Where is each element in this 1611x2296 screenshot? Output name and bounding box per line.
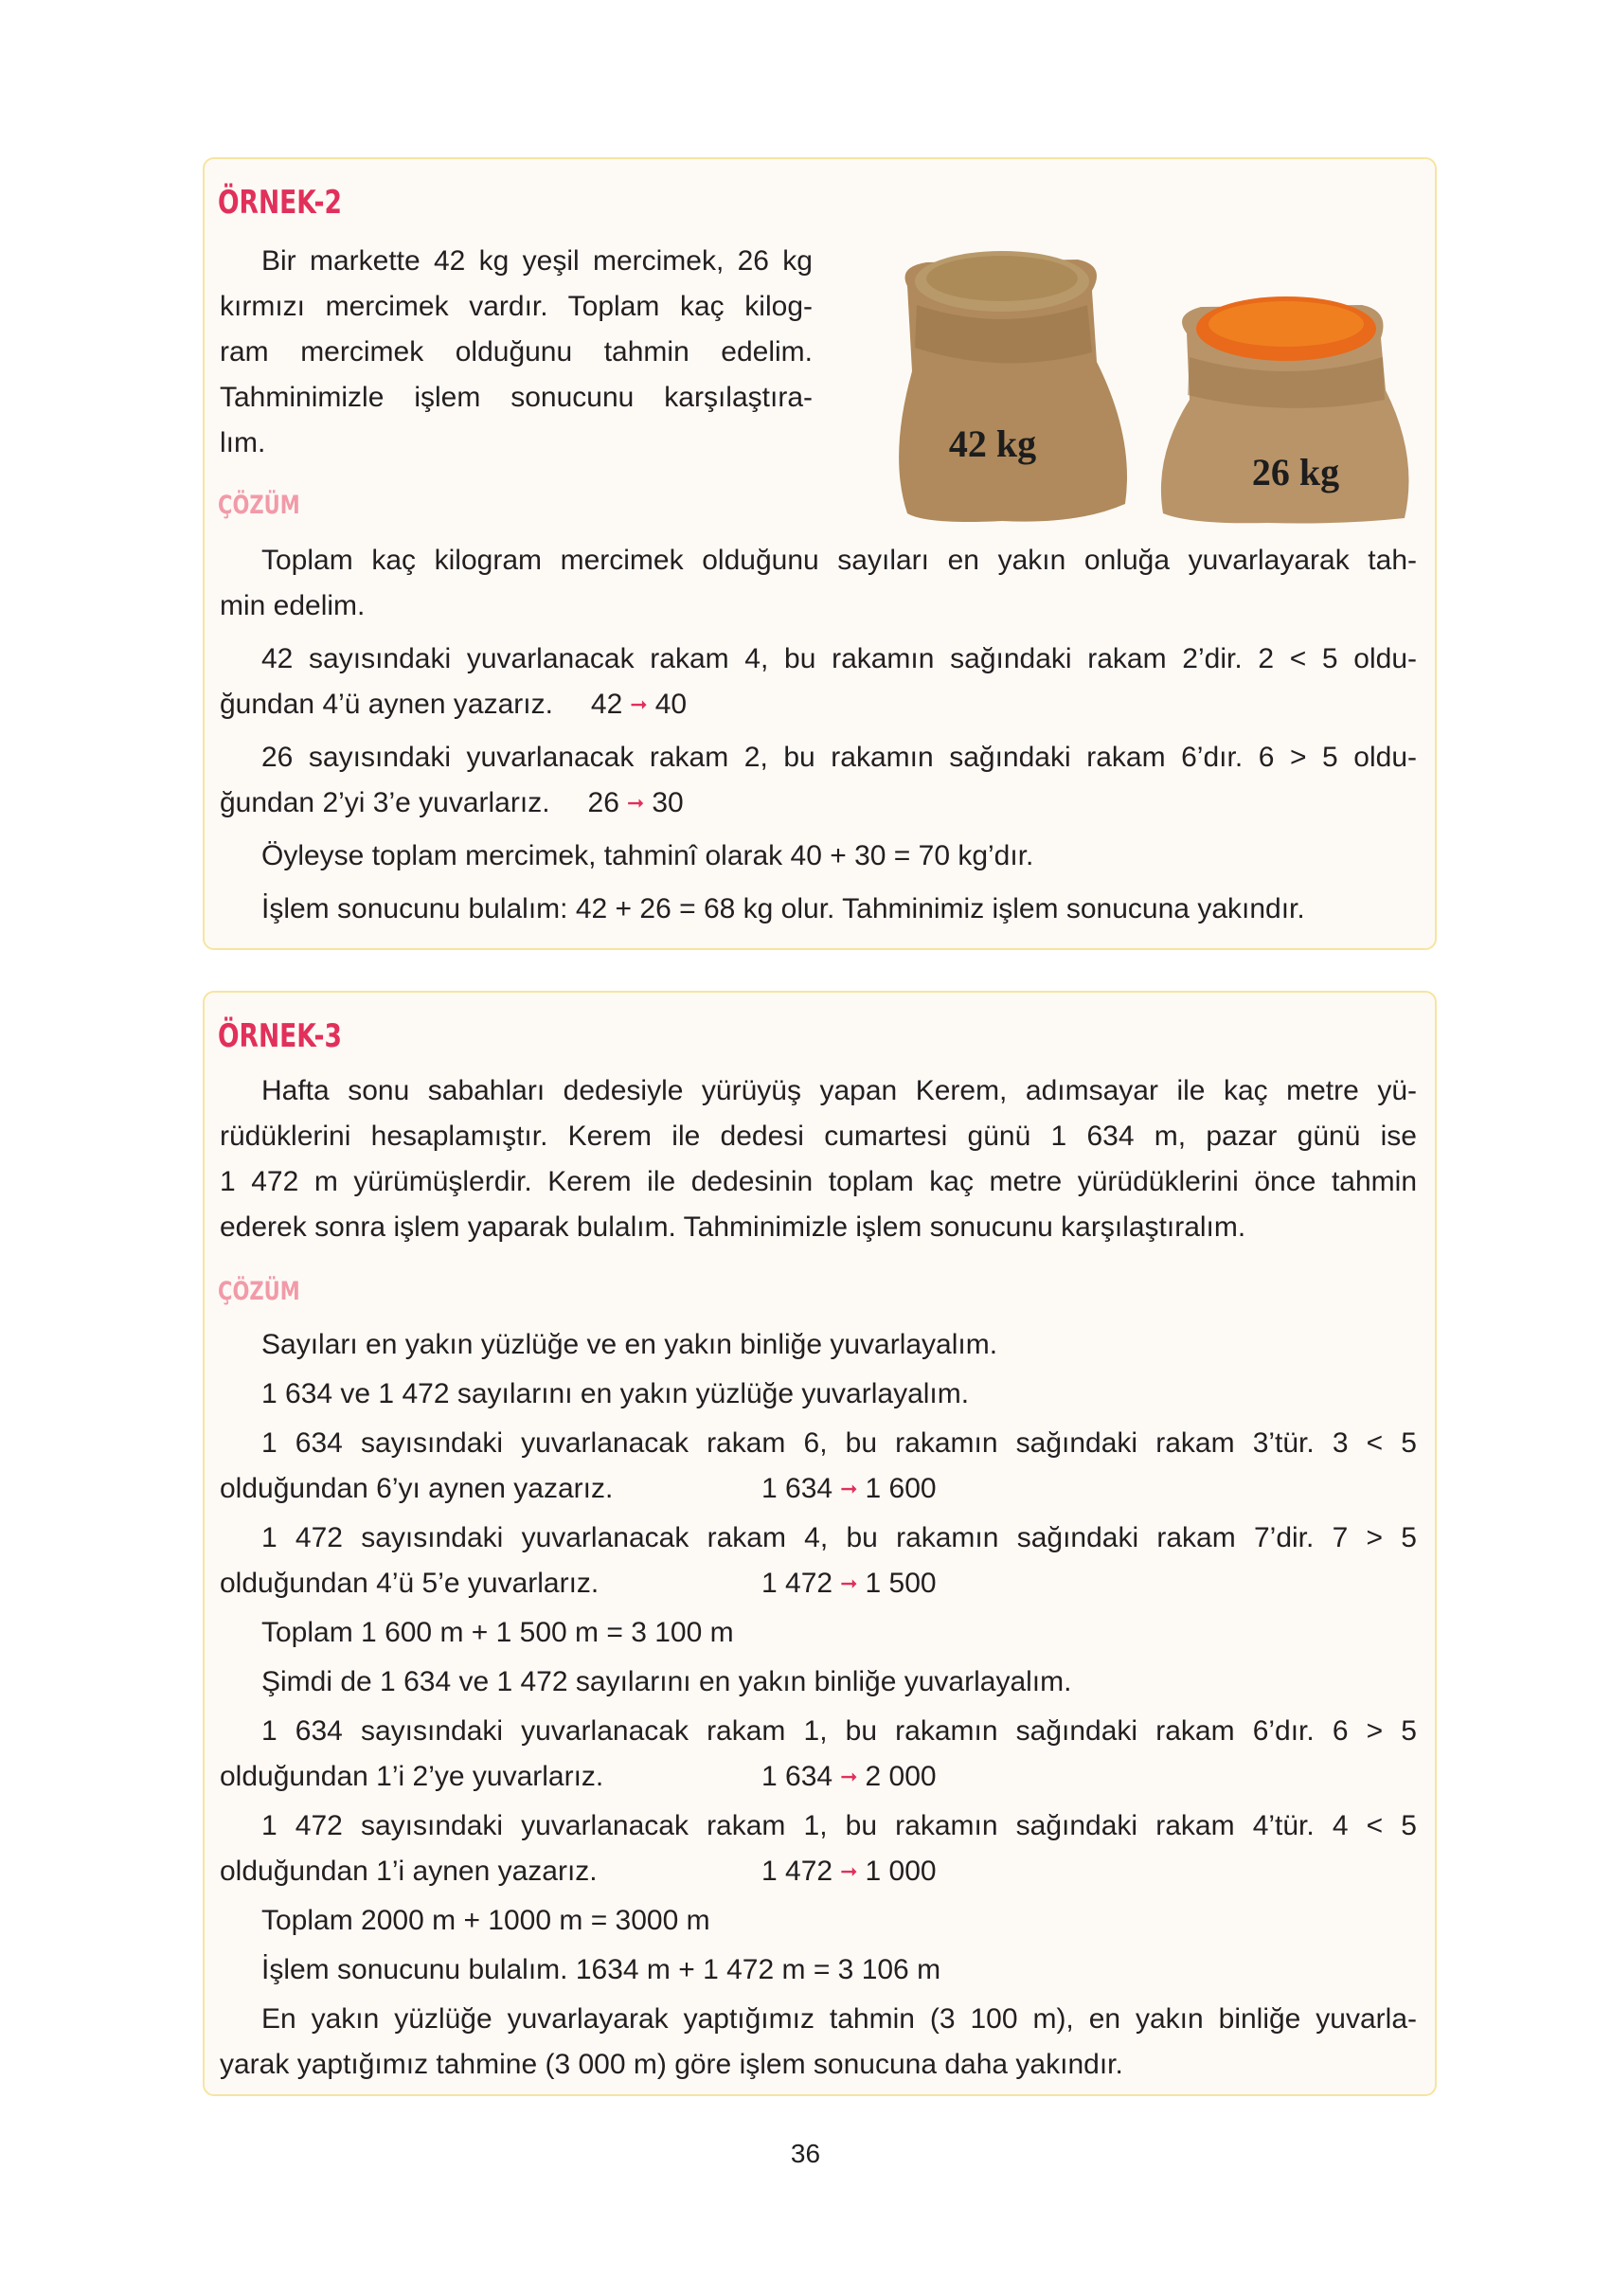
example-3-problem <box>220 1068 1417 1254</box>
line-text: olduğundan 1’i aynen yazarız. <box>220 1856 598 1887</box>
line-text: ğundan 2’yi 3’e yuvarlarız. <box>220 787 550 818</box>
text-line <box>220 1754 1417 1800</box>
arrow-right-icon: ➞ <box>630 692 648 716</box>
rounding-to: 30 <box>652 787 684 818</box>
text-line: Tahminimizle işlem sonucunu karşılaştıra- <box>220 382 813 413</box>
text-line: Şimdi de 1 634 ve 1 472 sayılarını en yakın binliğe yuvarlayalım. <box>261 1666 1072 1697</box>
rounding-result <box>591 682 687 727</box>
text-line: min edelim. <box>220 590 366 621</box>
rounding-from: 42 <box>590 689 623 720</box>
paragraph <box>220 735 1417 826</box>
text-line: yarak yaptığımız tahmine (3 000 m) göre işlem sonucuna daha yakındır. <box>220 2049 1123 2080</box>
paragraph <box>220 1898 1417 1944</box>
text-line: 1 472 sayısındaki yuvarlanacak rakam 1, bu rakamın sağındaki rakam 4’tür. 4 < 5 <box>261 1810 1417 1841</box>
paragraph <box>220 1421 1417 1512</box>
paragraph <box>220 538 1417 629</box>
rounding-from: 1 634 <box>761 1761 833 1792</box>
rounding-to: 1 000 <box>865 1856 937 1887</box>
paragraph <box>220 1610 1417 1656</box>
rounding-result <box>761 1561 937 1606</box>
text-line: İşlem sonucunu bulalım. 1634 m + 1 472 m = 3 106 m <box>261 1954 941 1985</box>
example-3-solution-label: ÇÖZÜM <box>218 1277 300 1306</box>
text-line: 1 472 m yürümüşlerdir. Kerem ile dedesinin toplam kaç metre yürüdüklerini önce tahmin <box>220 1166 1417 1197</box>
paragraph <box>220 887 1417 932</box>
paragraph <box>220 1659 1417 1705</box>
rounding-from: 1 634 <box>761 1473 833 1504</box>
example-2-solution-label: ÇÖZÜM <box>218 491 300 520</box>
paragraph <box>220 1803 1417 1894</box>
arrow-right-icon: ➞ <box>840 1765 858 1788</box>
rounding-to: 40 <box>654 689 688 720</box>
lentil-sacks-image <box>888 248 1419 525</box>
rounding-to: 2 000 <box>865 1761 937 1792</box>
paragraph <box>220 1322 1417 1368</box>
example-2-box <box>203 157 1437 950</box>
paragraph <box>220 1068 1417 1250</box>
rounding-result <box>588 780 684 826</box>
example-3-box <box>203 991 1437 2096</box>
line-text: ğundan 4’ü aynen yazarız. <box>220 689 553 720</box>
green-lentil-sack <box>899 251 1127 522</box>
text-line: 1 634 sayısındaki yuvarlanacak rakam 6, bu rakamın sağındaki rakam 3’tür. 3 < 5 <box>261 1427 1417 1459</box>
text-line: Öyleyse toplam mercimek, tahminî olarak 40 + 30 = 70 kg’dır. <box>261 840 1034 871</box>
text-line: Toplam 1 600 m + 1 500 m = 3 100 m <box>261 1617 734 1648</box>
text-line: ederek sonra işlem yaparak bulalım. Tahminimizle işlem sonucunu karşılaştıralım. <box>220 1211 1246 1243</box>
text-line: rüdüklerini hesaplamıştır. Kerem ile dedesi cumartesi günü 1 634 m, pazar günü ise <box>220 1121 1417 1152</box>
paragraph <box>220 1372 1417 1417</box>
arrow-right-icon: ➞ <box>840 1571 858 1595</box>
text-line: En yakın yüzlüğe yuvarlayarak yaptığımız tahmin (3 100 m), en yakın binliğe yuvarla- <box>261 2003 1417 2035</box>
rounding-result <box>761 1849 937 1894</box>
rounding-from: 1 472 <box>761 1568 833 1599</box>
rounding-from: 26 <box>587 787 619 818</box>
paragraph <box>220 637 1417 727</box>
rounding-from: 1 472 <box>761 1856 833 1887</box>
text-line: kırmızı mercimek vardır. Toplam kaç kilog- <box>220 291 813 322</box>
text-line <box>220 682 1417 727</box>
text-line: Toplam 2000 m + 1000 m = 3000 m <box>261 1905 710 1936</box>
example-3-title: ÖRNEK-3 <box>218 1017 342 1055</box>
example-3-solution <box>220 1322 1417 2091</box>
arrow-right-icon: ➞ <box>626 791 645 815</box>
text-line: ram mercimek olduğunu tahmin edelim. <box>220 336 813 368</box>
text-line: 1 634 ve 1 472 sayılarını en yakın yüzlüğe yuvarlayalım. <box>261 1378 970 1409</box>
text-line: 26 sayısındaki yuvarlanacak rakam 2, bu rakamın sağındaki rakam 6’dır. 6 > 5 oldu- <box>261 742 1417 773</box>
text-line <box>220 780 1417 826</box>
arrow-right-icon: ➞ <box>840 1477 858 1500</box>
rounding-to: 1 600 <box>865 1473 937 1504</box>
text-line: Sayıları en yakın yüzlüğe ve en yakın binliğe yuvarlayalım. <box>261 1329 998 1360</box>
green-sack-label: 42 kg <box>948 422 1037 465</box>
line-text: olduğundan 4’ü 5’e yuvarlarız. <box>220 1568 600 1599</box>
red-sack-label: 26 kg <box>1251 451 1340 493</box>
paragraph <box>220 1997 1417 2088</box>
text-line: Bir markette 42 kg yeşil mercimek, 26 kg <box>261 245 813 277</box>
example-2-problem <box>220 239 813 474</box>
text-line: 1 634 sayısındaki yuvarlanacak rakam 1, bu rakamın sağındaki rakam 6’dır. 6 > 5 <box>261 1715 1417 1747</box>
text-line: Hafta sonu sabahları dedesiyle yürüyüş yapan Kerem, adımsayar ile kaç metre yü- <box>261 1075 1417 1106</box>
text-line: Toplam kaç kilogram mercimek olduğunu sayıları en yakın onluğa yuvarlayarak tah- <box>261 545 1417 576</box>
rounding-to: 1 500 <box>865 1568 937 1599</box>
text-line: 1 472 sayısındaki yuvarlanacak rakam 4, bu rakamın sağındaki rakam 7’dir. 7 > 5 <box>261 1522 1417 1553</box>
paragraph <box>220 834 1417 879</box>
rounding-result <box>761 1754 937 1800</box>
arrow-right-icon: ➞ <box>840 1859 858 1883</box>
page-number: 36 <box>790 2139 821 2168</box>
text-line: lım. <box>220 427 266 458</box>
text-line <box>220 1849 1417 1894</box>
line-text: olduğundan 6’yı aynen yazarız. <box>220 1473 614 1504</box>
text-line <box>220 1466 1417 1512</box>
text-line: 42 sayısındaki yuvarlanacak rakam 4, bu rakamın sağındaki rakam 2’dir. 2 < 5 oldu- <box>261 643 1417 674</box>
line-text: olduğundan 1’i 2’ye yuvarlarız. <box>220 1761 604 1792</box>
example-2-solution <box>220 538 1417 940</box>
red-lentil-sack <box>1161 296 1409 523</box>
paragraph <box>220 1709 1417 1800</box>
rounding-result <box>761 1466 937 1512</box>
text-line <box>220 1561 1417 1606</box>
paragraph <box>220 239 813 466</box>
paragraph <box>220 1947 1417 1993</box>
paragraph <box>220 1516 1417 1606</box>
text-line: İşlem sonucunu bulalım: 42 + 26 = 68 kg olur. Tahminimiz işlem sonucuna yakındır. <box>261 893 1305 924</box>
example-2-title: ÖRNEK-2 <box>218 184 342 222</box>
